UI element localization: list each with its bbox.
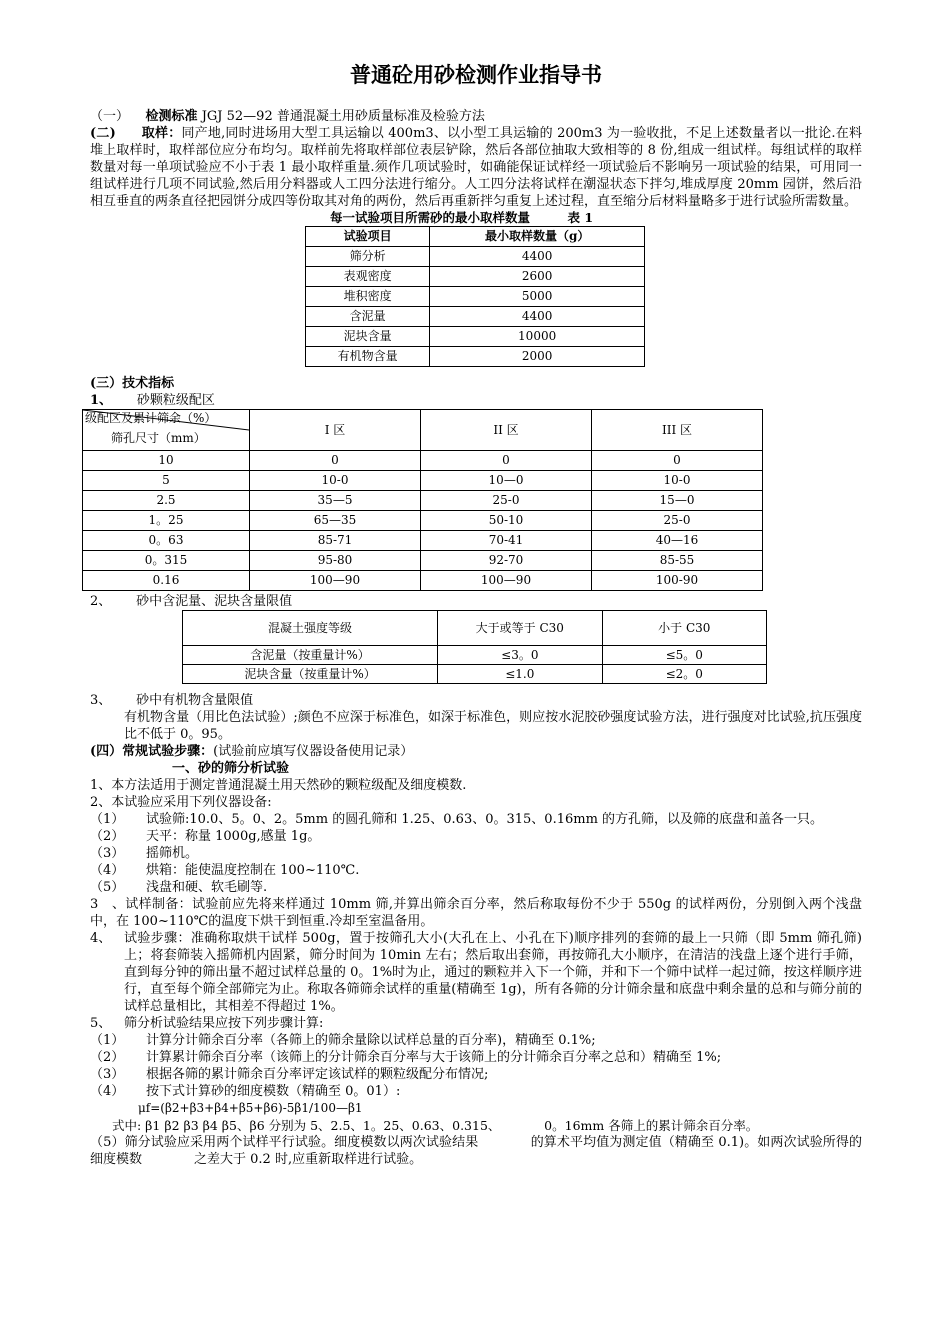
item-1 [90,392,862,409]
list-text: 试验筛:10.0、5。0、2。5mm 的圆孔筛和 1.25、0.63、0。315、0.16mm 的方孔筛，以及筛的底盘和盖各一只。 [146,812,824,827]
table-cell: 100—90 [250,571,421,591]
table-cell: 0。63 [83,531,250,551]
list-text: 天平：称量 1000g,感量 1g。 [146,829,321,844]
table-corner-cell [83,410,250,451]
page-title: 普通砼用砂检测作业指导书 [350,63,602,87]
item-2-number: 2、 [90,594,112,609]
list-text: 计算累计筛余百分率（该筛上的分计筛余百分率与大于该筛上的分计筛余百分率之总和）精确至 1%; [146,1050,722,1065]
table-cell: ≤3。0 [438,646,602,665]
table-cell: 含泥量 [306,307,430,327]
step-2: 2、本试验应采用下列仪器设备: [90,795,272,810]
calc-4 [90,1083,862,1100]
table-1-caption: 每一试验项目所需砂的最小取样数量 表 1 [330,210,594,225]
table-cell: ≤5。0 [602,646,766,665]
equipment-2 [90,828,862,845]
table-header: 混凝土强度等级 [183,611,438,646]
table-cell: 堆积密度 [306,287,430,307]
list-number: （4） [90,863,125,878]
table-cell: 2000 [430,347,645,367]
step-1: 1、本方法适用于测定普通混凝土用天然砂的颗粒级配及细度模数. [90,778,467,793]
table-cell: 50-10 [421,511,592,531]
item-3-number: 3、 [90,693,112,708]
list-number: （2） [90,1050,125,1065]
table-cell: 5 [83,471,250,491]
sampling-table [305,226,645,367]
table-cell: 10-0 [250,471,421,491]
table-row [306,287,645,307]
table-cell: 0 [421,451,592,471]
table-cell: 5000 [430,287,645,307]
table-cell: ≤1.0 [438,665,602,684]
equipment-4 [90,862,862,879]
table-cell: 40—16 [592,531,763,551]
section-1-label: 检测标准 [145,109,198,124]
section-2 [90,125,862,210]
table-row [306,347,645,367]
step-5 [90,1015,862,1032]
calc-1 [90,1032,862,1049]
clay-content-table [182,610,767,684]
item-1-number: 1、 [90,393,113,408]
step-5-5: （5）筛分试验应采用两个试样平行试验。细度模数以两次试验结果 的算术平均值为测定值（精确至 0.1)。如两次试验所得的细度模数 之差大于 0.2 时,应重新取样进行试验。 [90,1135,862,1167]
equipment-1 [90,811,862,828]
list-number: （4） [90,1084,125,1099]
table-cell: 1。25 [83,511,250,531]
equipment-5 [90,879,862,896]
table-row [83,551,763,571]
table-header: 最小取样数量（g） [430,227,645,247]
table-row [83,451,763,471]
section-4-note: (试验前应填写仪器设备使用记录） [213,744,414,759]
table-header: 试验项目 [306,227,430,247]
list-text: 按下式计算砂的细度模数（精确至 0。01）: [146,1084,401,1099]
table-cell: 85-71 [250,531,421,551]
section-1 [90,108,862,125]
table-cell: 4400 [430,247,645,267]
table-cell: 0 [592,451,763,471]
table-header: 小于 C30 [602,611,766,646]
section-1-text: JGJ 52—92 普通混凝土用砂质量标准及检验方法 [201,109,485,124]
table-row [306,247,645,267]
table-row [183,665,767,684]
table-header: II 区 [421,410,592,451]
table-cell: 0。315 [83,551,250,571]
table-cell: 0.16 [83,571,250,591]
table-cell: 2600 [430,267,645,287]
list-number: （3） [90,846,125,861]
grading-table [82,409,763,591]
corner-bottom-label: 筛孔尺寸（mm） [111,431,206,445]
list-text: 计算分计筛余百分率（各筛上的筛余量除以试样总量的百分率)，精确至 0.1%; [146,1033,596,1048]
table-cell: 2.5 [83,491,250,511]
table-header: I 区 [250,410,421,451]
table-cell: 4400 [430,307,645,327]
table-cell: 35—5 [250,491,421,511]
table-cell: 10—0 [421,471,592,491]
table-cell: 85-55 [592,551,763,571]
table-row [83,471,763,491]
table-row [83,511,763,531]
table-cell: 有机物含量 [306,347,430,367]
item-2-text: 砂中含泥量、泥块含量限值 [136,594,293,609]
calc-2 [90,1049,862,1066]
table-cell: 泥块含量（按重量计%） [183,665,438,684]
section-1-number: （一） [90,109,130,124]
table-cell: 10000 [430,327,645,347]
table-cell: 含泥量（按重量计%） [183,646,438,665]
table-cell: 100—90 [421,571,592,591]
table-cell: 92-70 [421,551,592,571]
table-row [306,327,645,347]
list-number: （1） [90,812,125,827]
fineness-formula: μf=(β2+β3+β4+β5+β6)-5β1/100—β1 [138,1101,363,1115]
equipment-3 [90,845,862,862]
step-3: 3 、试样制备：试验前应先将来样通过 10mm 筛,并算出筛余百分率，然后称取每份不少于 550g 的试样两份，分别倒入两个浅盘中，在 100~110℃的温度下烘干到恒重.冷却至室温备用。 [90,897,862,929]
table-cell: 25-0 [592,511,763,531]
table-cell: 15—0 [592,491,763,511]
section-2-number: (二) [90,126,116,141]
subsection-title: 一、砂的筛分析试验 [172,761,290,776]
table-row [83,531,763,551]
table-cell: 筛分析 [306,247,430,267]
list-text: 筛分析试验结果应按下列步骤计算: [124,1016,324,1031]
item-3-detail: 有机物含量（用比色法试验）;颜色不应深于标准色，如深于标准色，则应按水泥胶砂强度试验方法，进行强度对比试验,抗压强度比不低于 0。95。 [124,710,862,742]
section-3-title: (三）技术指标 [90,376,175,391]
calc-3 [90,1066,862,1083]
table-cell: 70-41 [421,531,592,551]
table-cell: 95-80 [250,551,421,571]
table-cell: 100-90 [592,571,763,591]
step-4 [90,930,862,1015]
list-number: 5、 [90,1016,112,1031]
item-3-text: 砂中有机物含量限值 [136,693,254,708]
table-header: III 区 [592,410,763,451]
item-3 [90,692,862,709]
table-row [183,646,767,665]
table-cell: 10-0 [592,471,763,491]
item-1-text: 砂颗粒级配区 [136,393,215,408]
list-number: （2） [90,829,125,844]
list-text: 试验步骤：准确称取烘干试样 500g，置于按筛孔大小(大孔在上、小孔在下)顺序排列的套筛的最上一只筛（即 5mm 筛孔筛)上；将套筛装入摇筛机内固紧，筛分时间为 10min 左右；然后取出套筛，再按筛孔大小顺序，在清洁的浅盘上逐个进行手筛，直到每分钟的筛出量不超过试样总量的 0。1%时为止，通过的颗粒并入下一个筛，并和下一个筛中试样一起过筛，按这样顺序进行，直至每个筛全部筛完为止。称取各筛筛余试样的重量(精确至 1g)，所有各筛的分计筛余量和底盘中剩余量的总和与筛分前的试样总量相比，其相差不得超过 1%。 [124,931,862,1014]
table-cell: 表观密度 [306,267,430,287]
table-cell: 泥块含量 [306,327,430,347]
section-2-label: 取样： [141,126,182,141]
table-cell: 10 [83,451,250,471]
corner-top-label: 级配区及累计筛余（%） [85,411,217,425]
table-cell: 25-0 [421,491,592,511]
formula-legend: 式中: β1 β2 β3 β4 β5、β6 分别为 5、2.5、1。25、0.63、0.315、 0。16mm 各筛上的累计筛余百分率。 [112,1118,759,1133]
list-text: 浅盘和硬、软毛刷等. [146,880,268,895]
list-number: （3） [90,1067,125,1082]
section-2-text: 同产地,同时进场用大型工具运输以 400m3、以小型工具运输的 200m3 为一验收批，不足上述数量者以一批论.在料堆上取样时，取样部位应分布均匀。取样前先将取样部位表层铲除，然后各部位抽取大致相等的 8 份,组成一组试样。每组试样的取样数量对每一单项试验应不小于表 1 最小取样重量.须作几项试验时，如确能保证试样经一项试验后不影响另一项试验的结果，可用同一组试样进行几项不同试验,然后用分料器或人工四分法进行缩分。人工四分法将试样在潮湿状态下拌匀,堆成厚度 20mm 园饼，然后沿相互垂直的两条直径把园饼分成四等份取其对角的两份，然后再重新拌匀重复上述过程，直至缩分后材料量略多于进行试验所需数量。 [90,126,862,209]
table-cell: 0 [250,451,421,471]
section-4 [90,743,862,760]
table-row [306,267,645,287]
table-cell: 65—35 [250,511,421,531]
item-2 [90,593,862,610]
list-text: 根据各筛的累计筛余百分率评定该试样的颗粒级配分布情况; [146,1067,489,1082]
table-header: 大于或等于 C30 [438,611,602,646]
table-row [306,307,645,327]
document-page [85,60,862,1168]
table-row [83,571,763,591]
table-cell: ≤2。0 [602,665,766,684]
table-row [83,491,763,511]
list-number: （1） [90,1033,125,1048]
list-number: 4、 [90,931,112,946]
list-text: 摇筛机。 [146,846,199,861]
list-number: （5） [90,880,125,895]
section-4-title: (四）常规试验步骤： [90,744,214,759]
list-text: 烘箱：能使温度控制在 100~110℃. [146,863,360,878]
